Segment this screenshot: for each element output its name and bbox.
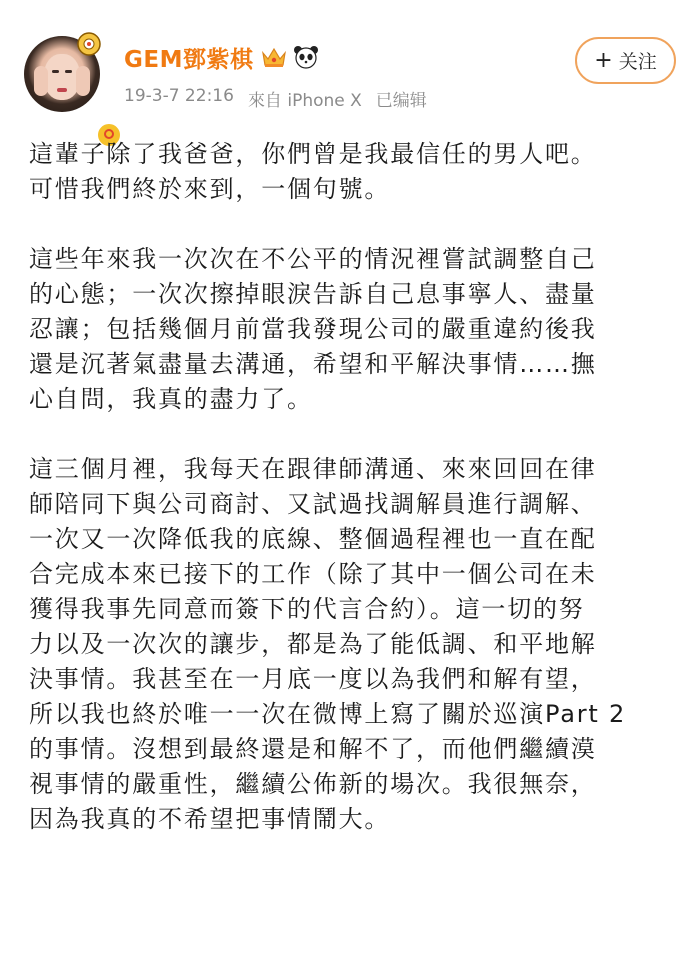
text-line: 決事情。我甚至在一月底一度以為我們和解有望，: [29, 665, 597, 693]
avatar-hand-right: [76, 66, 90, 96]
avatar[interactable]: [24, 36, 100, 112]
plus-icon: +: [594, 47, 613, 73]
text-line: 這輩子除了我爸爸，你們曾是我最信任的男人吧。: [29, 140, 597, 168]
avatar-pendant-icon: [72, 30, 106, 58]
username[interactable]: GEM鄧紫棋: [124, 46, 254, 73]
text-line: 視事情的嚴重性，繼續公佈新的場次。我很無奈，: [29, 770, 597, 798]
avatar-face: [44, 54, 80, 100]
post-source: 來自 iPhone X: [247, 91, 362, 111]
post-date: 19-3-7 22:16: [124, 86, 234, 106]
avatar-eye-right: [65, 70, 72, 73]
follow-label: 关注: [618, 51, 657, 73]
post-body: [29, 137, 679, 872]
panda-icon: [293, 45, 319, 69]
text-line: 的事情。沒想到最終還是和解不了，而他們繼續漠: [29, 735, 597, 763]
crown-icon: [261, 46, 287, 68]
avatar-hand-left: [34, 66, 48, 96]
text-line: 這些年來我一次次在不公平的情況裡嘗試調整自己: [29, 245, 597, 273]
text-line: 力以及一次次的讓步，都是為了能低調、和平地解: [29, 630, 597, 658]
post-edited: 已编辑: [375, 91, 427, 111]
text-line: 獲得我事先同意而簽下的代言合約）。這一切的努: [29, 595, 585, 623]
text-line: 因為我真的不希望把事情鬧大。: [29, 805, 391, 833]
post-meta: [124, 86, 427, 111]
text-line: 的心態；一次次擦掉眼淚告訴自己息事寧人、盡量: [29, 280, 597, 308]
text-line: 心自問，我真的盡力了。: [29, 385, 313, 413]
text-line: 師陪同下與公司商討、又試過找調解員進行調解、: [29, 490, 597, 518]
text-line: 可惜我們終於來到，一個句號。: [29, 175, 391, 203]
post-header: [0, 0, 700, 120]
paragraph-3: [29, 452, 679, 837]
avatar-eye-left: [52, 70, 59, 73]
username-row: [124, 38, 319, 76]
text-line: 這三個月裡，我每天在跟律師溝通、來來回回在律: [29, 455, 597, 483]
text-line: 合完成本來已接下的工作（除了其中一個公司在未: [29, 560, 597, 588]
text-line: 還是沉著氣盡量去溝通，希望和平解決事情……撫: [29, 350, 597, 378]
paragraph-2: [29, 242, 679, 417]
text-line: 一次又一次降低我的底線、整個過程裡也一直在配: [29, 525, 597, 553]
paragraph-1: [29, 137, 679, 207]
text-line: 所以我也終於唯一一次在微博上寫了關於巡演Part 2: [29, 700, 627, 728]
text-line: 忍讓；包括幾個月前當我發現公司的嚴重違約後我: [29, 315, 597, 343]
avatar-lips: [57, 88, 67, 92]
follow-button[interactable]: [575, 37, 676, 84]
